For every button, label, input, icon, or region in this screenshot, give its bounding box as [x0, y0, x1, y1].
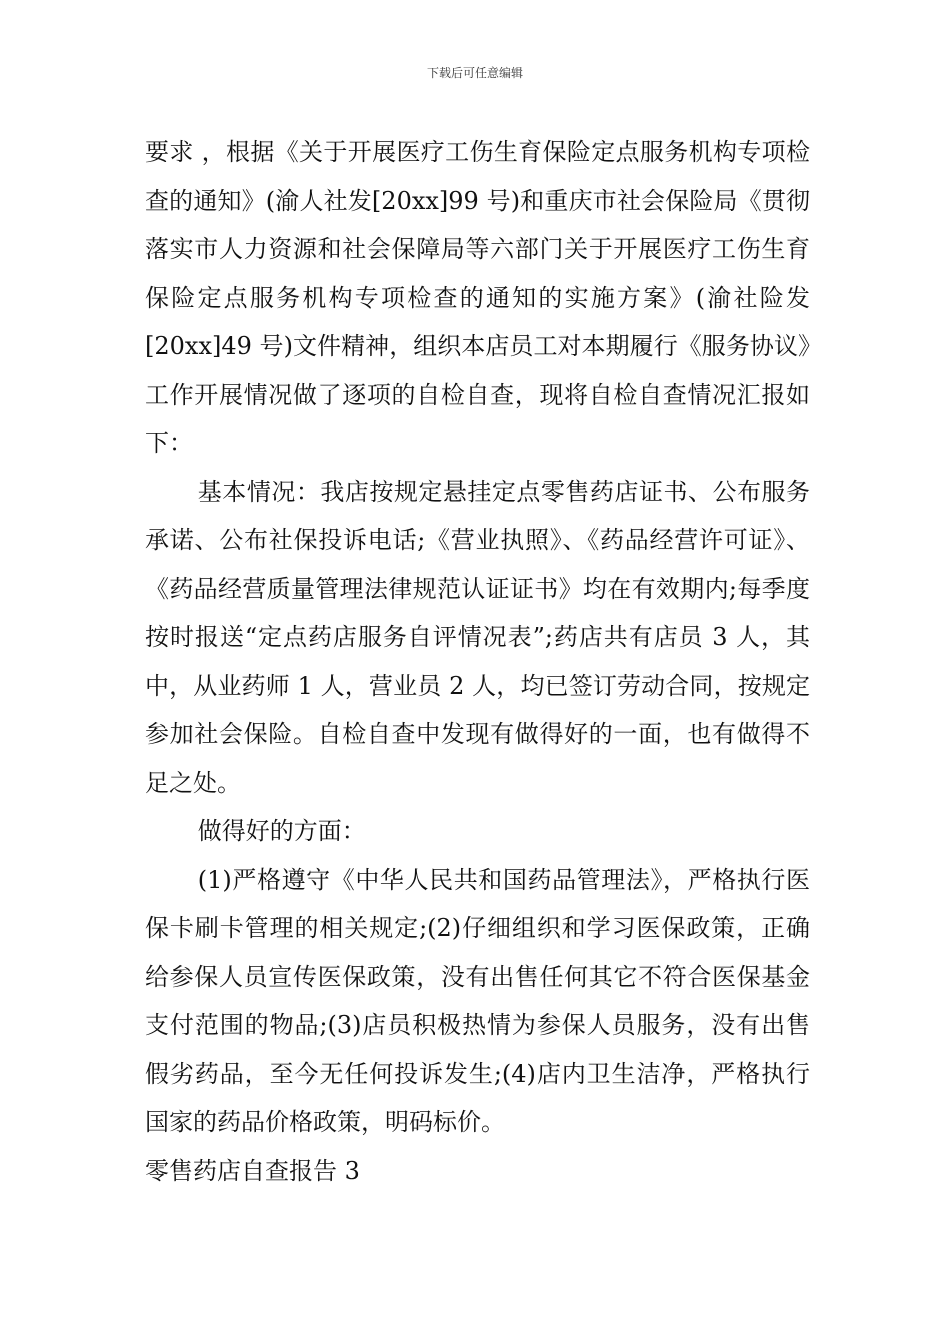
paragraph-intro: 要求 ，根据《关于开展医疗工伤生育保险定点服务机构专项检查的通知》(渝人社发[20xx]99 号)和重庆市社会保险局《贯彻落实市人力资源和社会保障局等六部门关于开展医疗工伤生育保险定点服务机构专项检查的通知的实施方案》(渝社险发[20xx]49 号)文件精神，组织本店员工对本期履行《服务协议》工作开展情况做了逐项的自检自查，现将自检自查情况汇报如下： — [145, 138, 810, 457]
paragraph-basic-situation: 基本情况：我店按规定悬挂定点零售药店证书、公布服务承诺、公布社保投诉电话;《营业执照》、《药品经营许可证》、《药品经营质量管理法律规范认证证书》均在有效期内;每季度按时报送“定点药店服务自评情况表”;药店共有店员 3 人，其中，从业药师 1 人，营业员 2 人，均已签订劳动合同，按规定参加社会保险。自检自查中发现有做得好的一面，也有做得不足之处。 — [145, 477, 810, 797]
document-body — [145, 128, 810, 1195]
section-title: 零售药店自查报告 3 — [145, 1156, 360, 1185]
paragraph-good-aspects-heading: 做得好的方面： — [197, 817, 366, 845]
page-header-note: 下载后可任意编辑 — [426, 66, 523, 80]
paragraph-good-aspects-list: (1)严格遵守《中华人民共和国药品管理法》，严格执行医保卡刷卡管理的相关规定;(2)仔细组织和学习医保政策，正确给参保人员宣传医保政策，没有出售任何其它不符合医保基金支付范围的物品;(3)店员积极热情为参保人员服务，没有出售假劣药品，至今无任何投诉发生;(4)店内卫生洁净，严格执行国家的药品价格政策，明码标价。 — [145, 865, 810, 1136]
